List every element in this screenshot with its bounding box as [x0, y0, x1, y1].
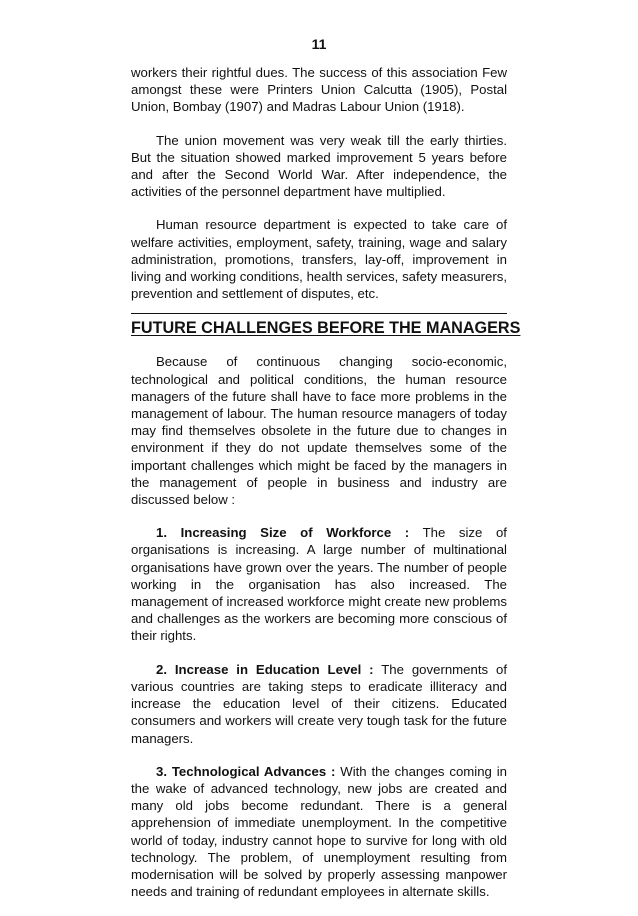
challenge-point-title: 3. Technological Advances :	[156, 763, 336, 779]
challenge-point-text: With the changes coming in the wake of advanced technology, new jobs are created and many old jobs become redundant. There is a general apprehension of immediate unemployment. In the competitive world of today, industry cannot hope to survive for long with old technology. The problem, of unemployment resulting from modernisation will be solved by properly assessing manpower needs and training of redundant employees in alternate skills.	[131, 763, 507, 900]
page-body	[131, 64, 521, 916]
paragraph-union-movement: The union movement was very weak till the early thirties. But the situation showed marked improvement 5 years before and after the Second World War. After independence, the activities of the personnel department have multiplied.	[131, 132, 507, 200]
section-heading: FUTURE CHALLENGES BEFORE THE MANAGERS	[131, 319, 521, 338]
challenge-point-title: 1. Increasing Size of Workforce :	[156, 525, 410, 541]
challenge-point-text: The governments of various countries are taking steps to eradicate illiteracy and increase the education level of their citizens. Educated consumers and workers will create very tough task for the future managers.	[131, 661, 507, 746]
paragraph-hr-department: Human resource department is expected to take care of welfare activities, employment, safety, training, wage and salary administration, promotions, transfers, lay-off, improvement in living and working conditions, health services, safety measurers, prevention and settlement of disputes, etc.	[131, 217, 507, 302]
challenge-point-text: The size of organisations is increasing. A large number of multinational organisations have grown over the years. The number of people working in the organisation has also increased. The management of increased workforce might create new problems and challenges as the workers are becoming more conscious of their rights.	[131, 525, 507, 644]
paragraph-challenges-intro: Because of continuous changing socio-economic, technological and political conditions, the human resource managers of the future shall have to face more problems in the management of labour. The human resource managers of today may find themselves obsolete in the future due to changes in environment if they do not update themselves some of the important challenges which might be faced by the managers in the management of people in business and industry are discussed below :	[131, 354, 507, 508]
section-divider	[131, 313, 507, 314]
page-number: 11	[311, 36, 327, 52]
challenge-point-title: 2. Increase in Education Level :	[156, 661, 374, 677]
challenge-point-2	[131, 661, 507, 747]
challenge-point-3	[131, 763, 507, 901]
challenge-point-1	[131, 524, 507, 644]
paragraph-continuation: workers their rightful dues. The success of this association Few amongst these were Printers Union Calcutta (1905), Postal Union, Bombay (1907) and Madras Labour Union (1918).	[131, 65, 507, 115]
